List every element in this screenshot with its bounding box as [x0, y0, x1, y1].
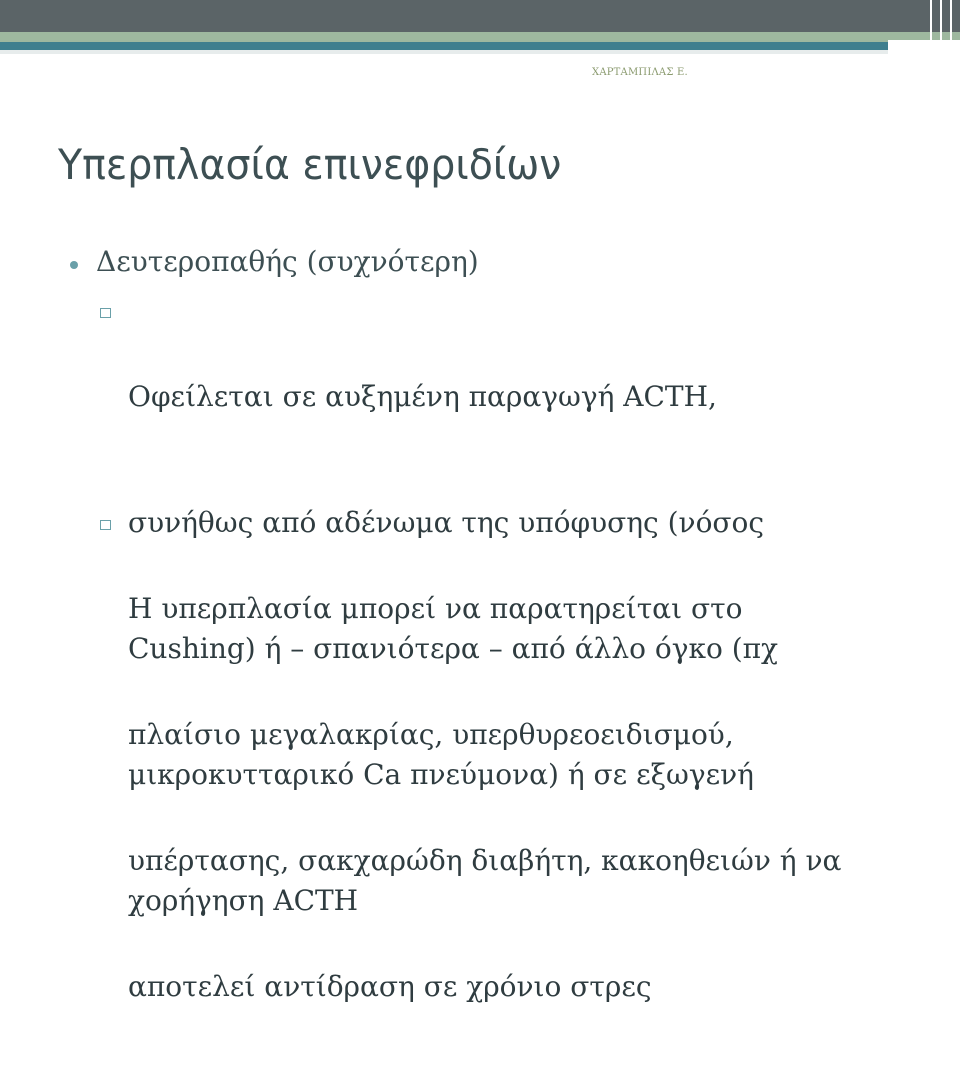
sub-bullet-line: Οφείλεται σε αυξημένη παραγωγή ACTH,: [128, 380, 717, 413]
header-teal-band: [0, 42, 960, 50]
header-divider: [940, 0, 942, 62]
author-label: ΧΑΡΤΑΜΠΙΛΑΣ Ε.: [592, 67, 688, 78]
sub-bullet-line: αποτελεί αντίδραση σε χρόνιο στρες: [128, 970, 652, 1003]
bullet-dot-icon: [70, 261, 78, 269]
header-divider: [930, 0, 932, 62]
sub-bullet-line: υπέρτασης, σακχαρώδη διαβήτη, κακοηθειών ή να: [128, 844, 842, 877]
sub-bullet-line: μικροκυτταρικό Ca πνεύμονα) ή σε εξωγενή: [128, 758, 754, 791]
header-light-band: [0, 50, 960, 54]
square-bullet-icon: [100, 520, 111, 530]
sub-bullet-line: Η υπερπλασία μπορεί να παρατηρείται στο: [128, 592, 743, 625]
sub-bullet-line: Cushing) ή – σπανιότερα – από άλλο όγκο (πχ: [128, 632, 778, 665]
header-divider: [950, 0, 952, 62]
square-bullet-icon: [100, 308, 111, 318]
header-accent-band: [0, 32, 960, 42]
bullet-text: Δευτεροπαθής (συχνότερη): [96, 245, 479, 278]
sub-bullet-line: χορήγηση ACTH: [128, 884, 359, 917]
header-band: [0, 0, 960, 32]
sub-bullet-line: πλαίσιο μεγαλακρίας, υπερθυρεοειδισμού,: [128, 718, 734, 751]
sub-bullet-line: συνήθως από αδένωμα της υπόφυσης (νόσος: [128, 506, 765, 539]
slide-title: Υπερπλασία επινεφριδίων: [58, 140, 562, 189]
